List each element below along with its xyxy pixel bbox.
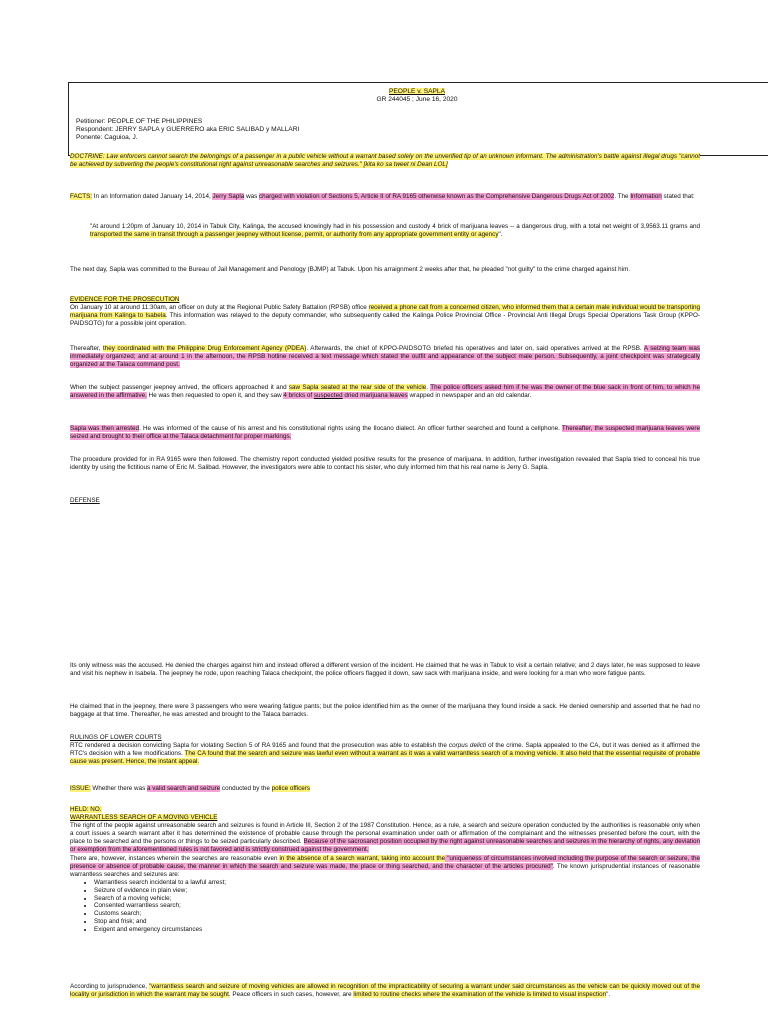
- defense-heading-block: [70, 497, 700, 505]
- list-item: • Search of a moving vehicle;: [94, 895, 700, 903]
- held-subheading: WARRANTLESS SEARCH OF A MOVING VEHICLE: [70, 813, 218, 821]
- thereafter-text: Thereafter,: [70, 345, 103, 352]
- list-item: • Consented warrantless search;: [94, 902, 700, 910]
- jurisprudence-highlight-routine: limited to routine checks where the examination of the vehicle is limited to visual inspection: [353, 990, 607, 998]
- jurisprudence-text: . Peace officers in such cases, however, are: [228, 990, 354, 998]
- jeepney-highlight-bricks: 4 bricks of: [283, 391, 314, 399]
- case-gr-number: GR 244045 ; June 16, 2020: [376, 96, 458, 103]
- thereafter-text: . Afterwards, the chief of KPPO-PAIDSOTG briefed his operatives and later on, said operatives arrived at the RPSB.: [306, 345, 644, 352]
- arrest-paragraph: [70, 425, 700, 441]
- instances-text: There are, however, instances wherein the searches are reasonable even: [70, 855, 280, 862]
- facts-text: In an Information dated January 14, 2014,: [92, 193, 213, 200]
- evidence-highlight: certain male individual would be transporting marijuana from Kalinga to Isabela: [70, 303, 700, 319]
- next-day-text: The next day, Sapla was committed to the Bureau of Jail Management and Penology (BJMP) at Tabuk. Upon his arraignment 2 weeks after that, he pleaded "not guilty" to the crime charged against him.: [70, 266, 631, 273]
- rulings-text: of the crime. Sapla appealed to the CA, but it was denied as it affirmed the RTC's decision with a few modifications.: [70, 741, 700, 757]
- issue-label: ISSUE:: [70, 785, 91, 792]
- rulings-section: [70, 734, 700, 766]
- claimed-text: He claimed that in the jeepney, there were 3 passengers who were wearing fatigue pants; but the police identified him as the owner of the marijuana they found inside a sack. He denied ownership and asserted that he had no baggage at that time. Thereafter, he was arrested and brought to the Talaca barracks.: [70, 703, 700, 718]
- issue-text: conducted by the: [220, 785, 272, 792]
- facts-highlight-name: Jerry Sapla: [212, 193, 245, 200]
- rulings-corpus-delicti: corpus delicti: [448, 741, 487, 749]
- evidence-highlight: received a phone call from a concerned citizen: [368, 303, 499, 311]
- doctrine-text: DOCTRINE: Law enforcers cannot search the belongings of a passenger in a public vehicle without a warrant based solely on the unverified tip of an unknown informant. The administration's battle against illegal drugs "cannot be achieved by subverting the people's constitutional right against unreasonable searches and seizures." [kita ko sa tweet ni Dean LOL]: [70, 153, 700, 168]
- facts-text: was: [244, 193, 260, 200]
- jeepney-text: When the subject passenger jeepney arrived, the officers approached it and: [70, 384, 289, 391]
- jeepney-paragraph: [70, 384, 700, 400]
- claimed-paragraph: [70, 703, 700, 719]
- evidence-text: . This information was relayed to the deputy commander, who subsequently called the Kalinga Police Provincial Office - Provincial Anti Illegal Drugs Special Operations Task Group (KPPO-PAIDSOTG) for a possible joint operation.: [70, 311, 700, 327]
- jurisprudence-highlight: "warrantless search and seizure of moving vehicles are allowed in recognition of the impracticability of securing a warrant under said circumstances as the vehicle can be quickly moved out of the locality or jurisdiction in which the warrant may be sought: [70, 983, 700, 998]
- evidence-text: On January 10 at around 11:30am, an officer on duty at the Regional Public Safety Battalion (RPSB) office: [70, 303, 369, 311]
- ponente-line: Ponente: Caguioa, J.: [76, 134, 138, 142]
- held-section: [70, 806, 700, 853]
- witness-text: Its only witness was the accused. He denied the charges against him and instead offered a different version of the incident. He claimed that he was in Tabuk to visit a certain relative; and 2 days later, he was supposed to leave and visit his nephew in Isabela. The jeepney he rode, upon reaching Talaca checkpoint, the police officers flagged it down, saw sack with marijuana inside, and were looking for a man who wore fatigue pants.: [70, 662, 700, 677]
- thereafter-paragraph: [70, 345, 700, 369]
- case-title-block: [0, 88, 768, 104]
- issue-text: Whether there was: [90, 785, 148, 792]
- petitioner-line: Petitioner: PEOPLE OF THE PHILIPPINES: [76, 118, 203, 125]
- jeepney-text: .: [426, 384, 431, 391]
- quote-text: "At around 1:20pm of January 10, 2014 in Tabuk City, Kalinga, the accused knowingly had in his possession and custody 4 brick of marijuana leaves -- a dangerous drug, with a total net weight of 3,9563.11 grams and: [90, 223, 700, 230]
- jeepney-text: wrapped in newspaper and an old calendar.: [407, 391, 532, 399]
- rulings-text: RTC rendered a decision convicting Sapla for violating Section 5 of RA 9165 and found that the prosecution was able to establish the: [70, 741, 449, 749]
- arrest-text: . He was informed of the cause of his arrest and his constitutional rights using the Ilocano dialect. An officer further searched and found a cellphone.: [139, 425, 562, 432]
- jurisprudence-paragraph: [70, 983, 700, 999]
- thereafter-highlight-pink: A seizing team was immediately organized; and at around 1 in the afternoon, the RPSB hotline received a text message which stated the outfit and appearance of the subject male person. Subsequently, a joint checkpoint was strategically organized at the Talaca command post.: [70, 345, 700, 368]
- list-item: • Seizure of evidence in plain view;: [94, 887, 700, 895]
- witness-paragraph: [70, 662, 700, 678]
- jurisprudence-text: ".: [606, 990, 611, 998]
- doctrine-paragraph: [70, 153, 700, 169]
- facts-highlight-charge: charged with violation of Sections 5, Article II of RA 9165 otherwise known as the Comprehensive Dangerous Drugs Act of 2002: [259, 193, 615, 200]
- list-item: • Warrantless search incidental to a lawful arrest;: [94, 879, 700, 887]
- thereafter-highlight: they coordinated with the Philippine Drug Enforcement Agency (PDEA): [102, 345, 307, 352]
- list-item: • Exigent and emergency circumstances: [94, 926, 700, 934]
- rulings-heading: RULINGS OF LOWER COURTS: [70, 734, 162, 741]
- instances-text: . The known jurisprudential instances of reasonable warrantless searches and seizures are:: [70, 862, 700, 878]
- procedure-paragraph: [70, 456, 700, 472]
- held-highlight-pink: Because of the sacrosanct position occupied by the right against unreasonable searches and seizures in the hierarchy of rights, any deviation or exemption from the aforementioned rules is not favored and is strictly construed against the government.: [70, 837, 700, 853]
- quote-highlight: transported the same in transit through a passenger jeepney without license, permit, or authority from any appropriate government entity or agency: [90, 230, 499, 238]
- jeepney-text: He was then requested to open it, and they saw: [146, 391, 284, 399]
- instances-paragraph: [70, 855, 700, 934]
- evidence-highlight: , who informed them that a: [498, 303, 576, 311]
- jurisprudence-text: According to jurisprudence,: [70, 983, 150, 990]
- facts-paragraph: [70, 193, 700, 201]
- instances-highlight-pink: "uniqueness of circumstances involved including the purpose of the search or seizure, the presence or absence of probable cause, the manner in which the search and seizure was made, the place or thing searched, and the character of the articles procured": [70, 855, 701, 870]
- facts-label: FACTS:: [70, 193, 93, 200]
- facts-text: stated that:: [661, 193, 695, 200]
- procedure-text: The procedure provided for in RA 9165 were then followed. The chemistry report conducted yielded positive results for the presence of marijuana. In addition, further investigation revealed that Sapla tried to conceal his true identity by using the fictitious name of Eric M. Salibad. However, the investigators were able to contact his sister, who duly informed him that his real name is Jerry G. Sapla.: [70, 456, 700, 471]
- rulings-highlight: The CA found that the search and seizure was lawful even without a warrant as it was a valid warrantless search of a moving vehicle. It also held that the essential requisite of probable cause was present. Hence, the instant appeal.: [70, 749, 700, 765]
- evidence-heading: EVIDENCE FOR THE PROSECUTION: [70, 296, 180, 303]
- held-text: The right of the people against unreasonable search and seizures is found in Article III, Section 2 of the 1987 Constitution. Hence, as a rule, a search and seizure operation conducted by the authorities is reasonable only when a court issues a search warrant after it has determined the existence of probable cause through the personal examination under oath or affirmation of the complainant and the witnesses presented before the court, with the place to be searched and the persons or things to be seized particularly described.: [70, 821, 700, 845]
- defense-heading: DEFENSE: [70, 497, 100, 504]
- next-day-paragraph: [70, 266, 700, 274]
- case-title: PEOPLE v. SAPLA: [389, 88, 445, 95]
- list-item: • Stop and frisk; and: [94, 918, 700, 926]
- issue-paragraph: [70, 785, 700, 793]
- facts-highlight-information: Information: [630, 193, 662, 200]
- issue-highlight: a valid search and seizure: [147, 785, 221, 792]
- facts-text: . The: [614, 193, 631, 200]
- jeepney-highlight-leaves: dried marijuana leaves: [342, 391, 408, 399]
- quote-text: ".: [498, 230, 503, 238]
- issue-highlight-police: police officers: [271, 785, 311, 792]
- information-quote: [90, 223, 700, 239]
- held-label: HELD: NO.: [70, 806, 102, 813]
- jeepney-highlight: saw Sapla seated at the rear side of the vehicle: [288, 384, 427, 391]
- arrest-highlight-pink: Thereafter, the suspected marijuana leaves were seized and brought to their office at the Talaca detachment for proper markings.: [70, 425, 700, 440]
- jeepney-highlight-suspected: suspected: [313, 391, 343, 399]
- list-item: • Customs search;: [94, 910, 700, 918]
- instances-highlight: in the absence of a search warrant, taking into account the: [279, 855, 446, 862]
- warrantless-search-list: [70, 879, 700, 934]
- jeepney-highlight-pink: The police officers asked him if he was the owner of the blue sack in front of him, to which he answered in the affirmative.: [70, 384, 700, 399]
- evidence-section: [70, 296, 700, 328]
- arrest-highlight: Sapla was then arrested: [70, 425, 140, 432]
- respondent-line: Respondent: JERRY SAPLA y GUERRERO aka ERIC SALIBAD y MALLARI: [76, 126, 300, 134]
- case-parties: [76, 118, 299, 143]
